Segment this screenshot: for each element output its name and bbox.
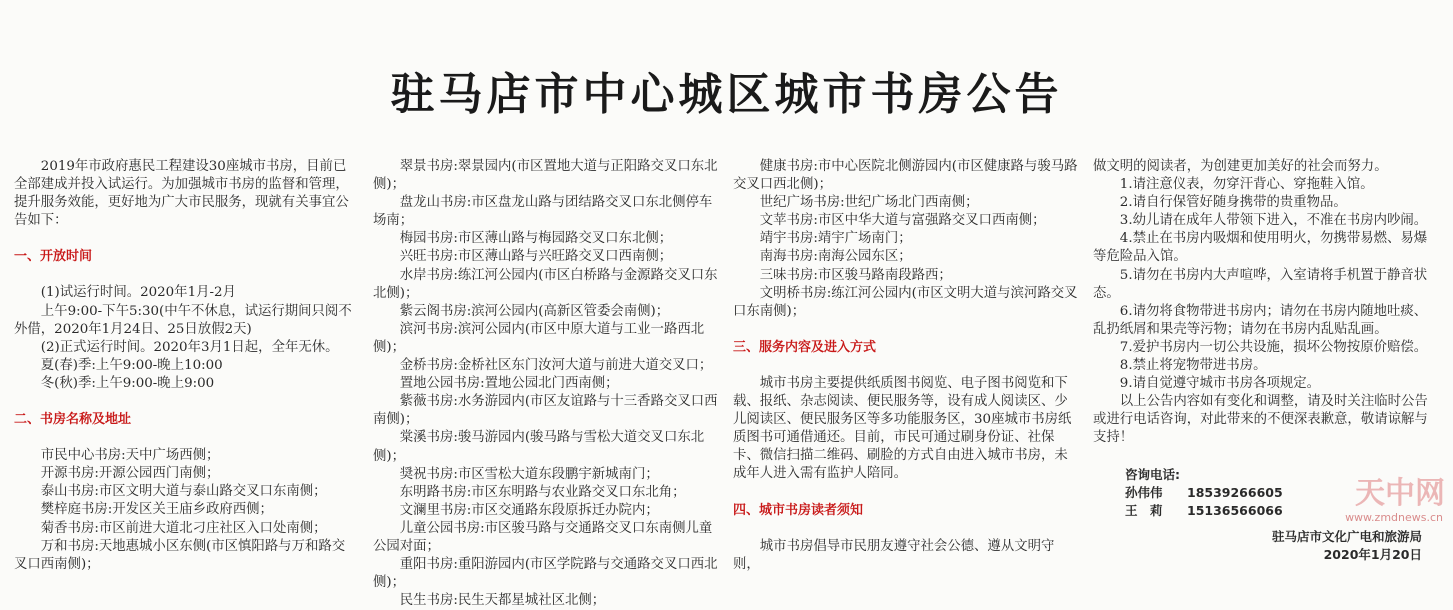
location-item: 盘龙山书房:市区盘龙山路与团结路交叉口东北侧停车场南； bbox=[373, 195, 713, 229]
location-item: 万和书房:天地惠城小区东侧(市区慎阳路与万和路交叉口西南侧)； bbox=[14, 538, 346, 572]
location-item: 开源书房:开源公园西门南侧； bbox=[40, 466, 220, 482]
section-heading-hours: 一、开放时间 bbox=[14, 249, 93, 265]
location-item: 东明路书房:市区东明路与农业路交叉口东北角； bbox=[399, 484, 686, 500]
trial-period: (1)试运行时间。2020年1月-2月 bbox=[40, 285, 236, 301]
location-item: 文苹书房:市区中华大道与富强路交叉口西南侧； bbox=[759, 213, 1046, 229]
section-heading-services: 三、服务内容及进入方式 bbox=[733, 339, 877, 355]
services-paragraph: 城市书房主要提供纸质图书阅览、电子图书阅览和下载、报纸、杂志阅读、便民服务等，设有成人阅读区、少儿阅读区、便民服务区等多功能服务区，30座城市书房纸质图书可通借通还。目前，市民可通过刷身份证、社保卡、微信扫描二维码、刷脸的方式自由进入城市书房，未成年人进入需有监护人陪同。 bbox=[733, 375, 1072, 482]
location-item: 水岸书房:练江河公园内(市区白桥路与金源路交叉口东北侧)； bbox=[373, 267, 718, 301]
rule-item: 3.幼儿请在成年人带领下进入，不准在书房内吵闹。 bbox=[1119, 213, 1428, 229]
contact-label: 咨询电话: bbox=[1125, 466, 1180, 482]
location-item: 世纪广场书房:世纪广场北门西南侧； bbox=[759, 195, 979, 211]
column-3 bbox=[733, 158, 1078, 574]
location-item: 奨祝书房:市区雪松大道东段鹏宇新城南门； bbox=[399, 466, 659, 482]
rule-item: 7.爱护书房内一切公共设施，损坏公物按原价赔偿。 bbox=[1119, 339, 1428, 355]
watermark-logo: 天中网 bbox=[1355, 476, 1445, 511]
signature-date: 2020年1月20日 bbox=[1323, 546, 1422, 562]
intro-paragraph: 2019年市政府惠民工程建设30座城市书房，目前已全部建成并投入试运行。为加强城市书房的监督和管理，提升服务效能，更好地为广大市民服务，现就有关事宜公告如下： bbox=[14, 159, 349, 229]
location-item: 棠溪书房:骏马游园内(骏马路与雪松大道交叉口东北侧)； bbox=[373, 430, 705, 464]
column-2 bbox=[373, 158, 718, 610]
contact-phone: 15136566066 bbox=[1187, 502, 1283, 518]
column-1 bbox=[14, 158, 356, 574]
closing-paragraph: 以上公告内容如有变化和调整，请及时关注临时公告或进行电话咨询，对此带来的不便深表歉意，敬请谅解与支持！ bbox=[1093, 394, 1428, 446]
section-heading-locations: 二、书房名称及地址 bbox=[14, 412, 132, 428]
watermark-url: www.zmdnews.cn bbox=[1345, 511, 1443, 524]
section-heading-reader-notice: 四、城市书房读者须知 bbox=[733, 502, 864, 518]
winter-hours: 冬(秋)季:上午9:00-晚上9:00 bbox=[40, 375, 215, 391]
reader-notice-continued: 做文明的阅读者，为创建更加美好的社会而努力。 bbox=[1093, 159, 1388, 174]
contact-name: 孙伟伟 bbox=[1125, 484, 1163, 500]
location-item: 儿童公园书房:市区骏马路与交通路交叉口东南侧儿童公园对面； bbox=[373, 520, 713, 554]
rule-item: 9.请自觉遵守城市书房各项规定。 bbox=[1119, 376, 1321, 392]
rule-item: 1.请注意仪表，勿穿汗背心、穿拖鞋入馆。 bbox=[1119, 177, 1374, 193]
rule-item: 5.请勿在书房内大声喧哗，入室请将手机置于静音状态。 bbox=[1093, 267, 1428, 301]
location-item: 重阳书房:重阳游园内(市区学院路与交通路交叉口西北侧)； bbox=[373, 557, 718, 591]
signature-org: 驻马店市文化广电和旅游局 bbox=[1271, 528, 1422, 544]
location-item: 置地公园书房:置地公园北门西南侧； bbox=[399, 376, 619, 392]
reader-notice-intro: 城市书房倡导市民朋友遵守社会公德、遵从文明守则， bbox=[733, 538, 1055, 572]
location-item: 滨河书房:滨河公园内(市区中原大道与工业一路西北侧)； bbox=[373, 321, 705, 355]
notice-title: 驻马店市中心城区城市书房公告 bbox=[390, 69, 1063, 120]
location-item: 健康书房:市中心医院北侧游园内(市区健康路与骏马路交叉口西北侧)； bbox=[733, 159, 1078, 193]
location-item: 翠景书房:翠景园内(市区置地大道与正阳路交叉口东北侧)； bbox=[373, 159, 718, 193]
location-item: 紫薇书房:水务游园内(市区友谊路与十三香路交叉口西南侧)； bbox=[373, 394, 718, 428]
location-item: 三味书房:市区骏马路南段路西； bbox=[759, 267, 952, 283]
location-item: 文明桥书房:练江河公园内(市区文明大道与滨河路交叉口东南侧)； bbox=[733, 285, 1078, 319]
location-item: 靖宇书房:靖宇广场南门； bbox=[759, 231, 912, 247]
summer-hours: 夏(春)季:上午9:00-晚上10:00 bbox=[40, 357, 223, 373]
location-item: 梅园书房:市区薄山路与梅园路交叉口东北侧； bbox=[399, 231, 673, 247]
rule-item: 4.禁止在书房内吸烟和使用明火，勿携带易燃、易爆等危险品入馆。 bbox=[1093, 231, 1428, 265]
location-item: 樊梓庭书房:开发区关王庙乡政府西侧； bbox=[40, 502, 273, 518]
contact-phone: 18539266605 bbox=[1187, 484, 1283, 500]
location-item: 兴旺书房:市区薄山路与兴旺路交叉口西南侧； bbox=[399, 249, 673, 265]
rule-item: 2.请自行保管好随身携带的贵重物品。 bbox=[1119, 195, 1347, 211]
location-item: 泰山书房:市区文明大道与泰山路交叉口东南侧； bbox=[40, 484, 327, 500]
formal-period: (2)正式运行时间。2020年3月1日起，全年无休。 bbox=[40, 339, 339, 355]
rule-item: 6.请勿将食物带进书房内；请勿在书房内随地吐痰、乱扔纸屑和果壳等污物；请勿在书房内乱贴乱画。 bbox=[1093, 303, 1428, 337]
trial-hours: 上午9:00-下午5:30(中午不休息，试运行期间只阅不外借，2020年1月24日、25日放假2天) bbox=[14, 303, 352, 337]
location-item: 文澜里书房:市区交通路东段原拆迁办院内； bbox=[399, 502, 659, 518]
contact-name: 王 莉 bbox=[1125, 502, 1163, 518]
location-item: 市民中心书房:天中广场西侧； bbox=[40, 448, 220, 464]
location-item: 民生书房:民生天都星城社区北侧； bbox=[399, 593, 606, 609]
location-item: 南海书房:南海公园东区； bbox=[759, 249, 912, 265]
rule-item: 8.禁止将宠物带进书房。 bbox=[1119, 358, 1267, 374]
location-item: 紫云阁书房:滨河公园内(高新区管委会南侧)； bbox=[399, 303, 670, 319]
location-item: 菊香书房:市区前进大道北刁庄社区入口处南侧； bbox=[40, 520, 327, 536]
location-item: 金桥书房:金桥社区东门汝河大道与前进大道交叉口； bbox=[399, 358, 713, 374]
